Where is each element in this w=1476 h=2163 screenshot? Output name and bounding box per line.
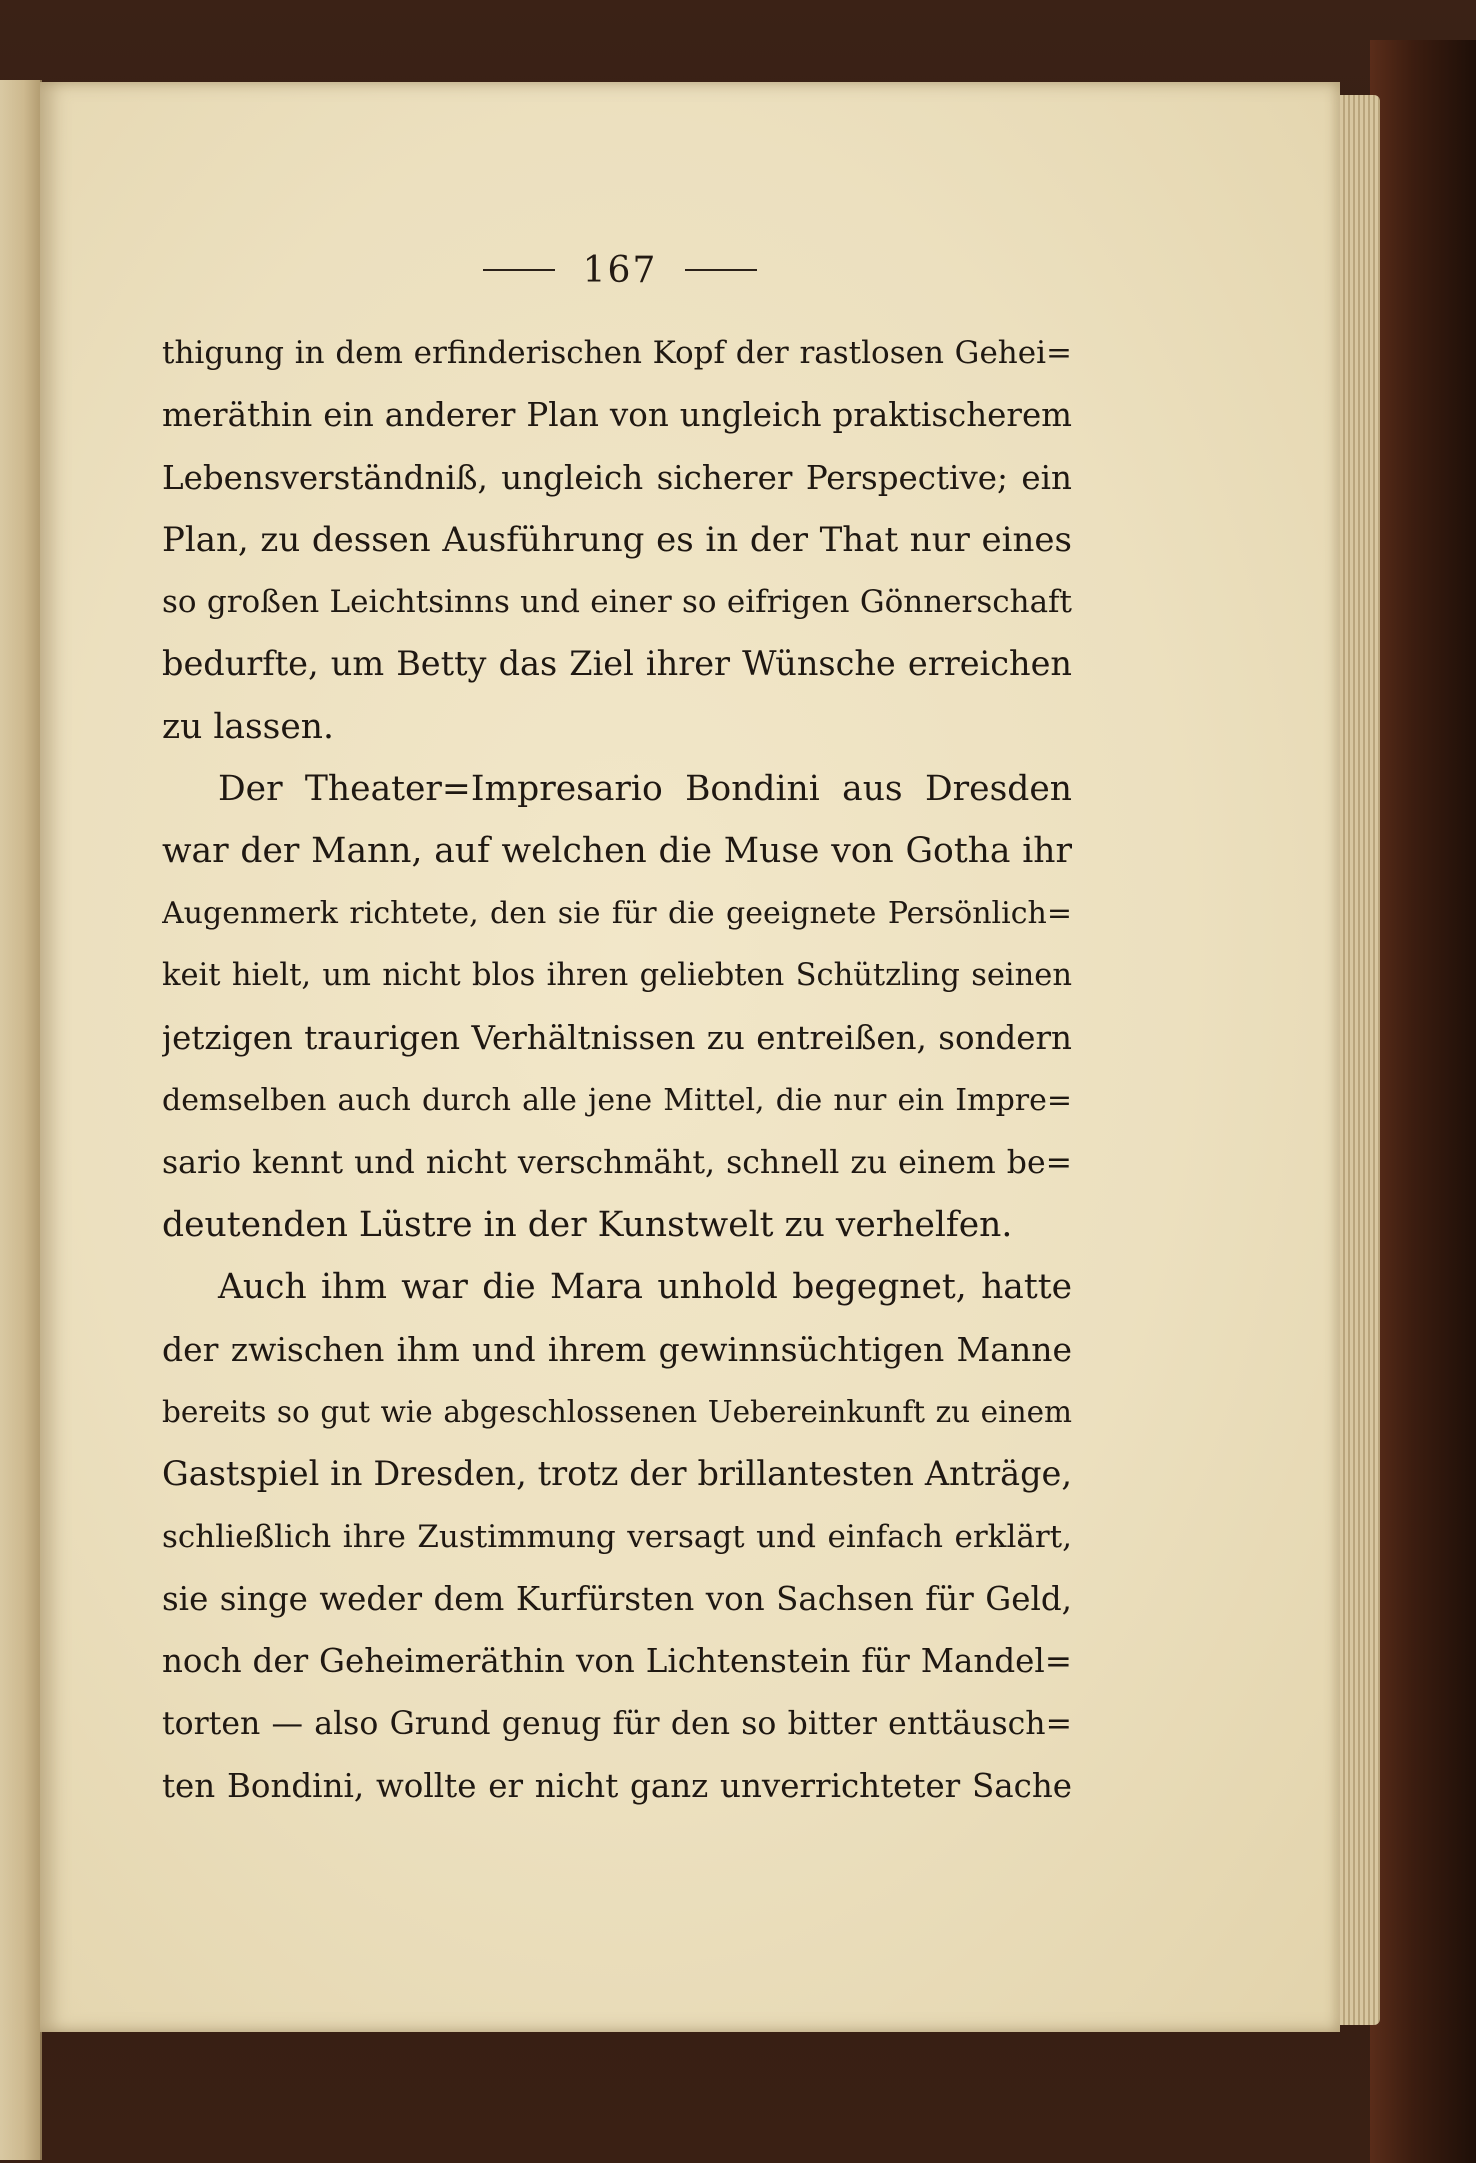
text-line: so großen Leichtsinns und einer so eifrigen Gönnerschaft (162, 584, 1072, 621)
text-line: Der Theater=Impresario Bondini aus Dresden (218, 769, 1072, 810)
text-line: keit hielt, um nicht blos ihren geliebten Schützling seinen (162, 957, 1072, 993)
text-line: noch der Geheimeräthin von Lichtenstein für Mandel= (162, 1642, 1072, 1681)
page-header (470, 240, 770, 300)
text-line: deutenden Lüstre in der Kunstwelt zu verhelfen. (162, 1205, 1013, 1246)
body-text (162, 322, 1072, 1817)
text-line: bereits so gut wie abgeschlossenen Uebereinkunft zu einem (162, 1395, 1072, 1430)
text-line: thigung in dem erfinderischen Kopf der rastlosen Gehei= (162, 335, 1072, 371)
text-line: Gastspiel in Dresden, trotz der brillantesten Anträge, (162, 1454, 1072, 1494)
text-line: zu lassen. (162, 706, 334, 747)
text-line: meräthin ein anderer Plan von ungleich praktischerem (162, 396, 1072, 435)
text-line: war der Mann, auf welchen die Muse von Gotha ihr (162, 831, 1072, 872)
facing-page-edge (0, 80, 42, 2160)
page-stack-edge (1335, 95, 1380, 2025)
header-rule-right (685, 269, 757, 271)
text-line: sie singe weder dem Kurfürsten von Sachsen für Geld, (162, 1579, 1072, 1618)
text-line: Auch ihm war die Mara unhold begegnet, hatte (218, 1267, 1072, 1308)
text-line: torten — also Grund genug für den so bitter enttäusch= (162, 1705, 1072, 1742)
text-line: bedurfte, um Betty das Ziel ihrer Wünsche erreichen (162, 644, 1072, 684)
text-line: Lebensverständniß, ungleich sicherer Perspective; ein (162, 458, 1072, 497)
text-line: Augenmerk richtete, den sie für die geeignete Persönlich= (162, 895, 1072, 931)
text-line: schließlich ihre Zustimmung versagt und einfach erklärt, (162, 1518, 1072, 1555)
header-rule-left (483, 269, 555, 271)
text-line: jetzigen traurigen Verhältnissen zu entreißen, sondern (162, 1019, 1072, 1058)
page-number: 167 (582, 249, 658, 291)
book-cover-edge (1370, 40, 1476, 2163)
text-line: der zwischen ihm und ihrem gewinnsüchtigen Manne (162, 1329, 1072, 1369)
text-line: Plan, zu dessen Ausführung es in der That nur eines (162, 519, 1072, 560)
text-line: ten Bondini, wollte er nicht ganz unverrichteter Sache (162, 1766, 1072, 1805)
text-line: demselben auch durch alle jene Mittel, die nur ein Impre= (162, 1082, 1072, 1118)
text-line: sario kennt und nicht verschmäht, schnell zu einem be= (162, 1144, 1072, 1181)
